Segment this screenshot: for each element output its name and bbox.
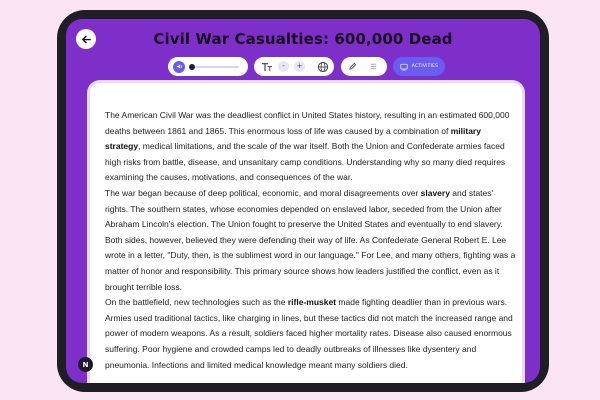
activities-icon — [400, 63, 408, 71]
vocab-slavery[interactable]: slavery — [420, 187, 450, 198]
paragraph-3-text: On the battlefield, new technologies such as the — [105, 297, 288, 308]
vocab-rifle-musket[interactable]: rifle-musket — [287, 297, 337, 308]
paragraph-3-text-cont: made fighting deadlier than in previous wars. Armies used traditional tactics, like charging in lines, but these tactics did not match the increased range and power of modern weapons. As a result, soldiers faced higher mortality rates. Disease also caused enormous suffering. Poor hygiene and crowded camps led to deadly outbreaks of illnesses like dysentery and pneumonia. Infections and limited medical knowledge meant many soldiers died. — [105, 297, 513, 370]
font-increase-button[interactable]: + — [294, 61, 305, 72]
font-decrease-button[interactable]: - — [278, 61, 289, 72]
paragraph-2-text-cont: and states' rights. The southern states, whose economies depended on enslaved labor, seceded from the Union after Abraham Lincoln's election. The Union fought to preserve the United States and eventually to end slavery. Both sides, however, believed they were defending their way of life. As Confederate General Robert E. Lee wrote in a letter, "Duty, then, is the sublimest word in our language." For Lee, and many others, fighting was a matter of honor and responsibility. This primary source shows how leaders justified the conflict, even as it brought terrible loss. — [105, 187, 516, 292]
article-text — [105, 108, 517, 373]
vocab-military-strategy[interactable]: military strategy — [105, 125, 481, 152]
page-title: Civil War Casualties: 600,000 Dead — [153, 30, 453, 48]
paragraph-1-text-cont: , medical limitations, and the scale of the war itself. Both the Union and Confederate armies faced high risks from battle, disease, and unsanitary camp conditions. Understanding why so many died requires examining the causes, motivations, and consequences of the war. — [105, 141, 506, 183]
toolbar — [66, 57, 540, 77]
activities-label: ACTIVITIES — [411, 64, 439, 69]
text-size-controls — [254, 57, 334, 76]
audio-progress-knob[interactable] — [189, 64, 195, 70]
list-icon[interactable] — [369, 62, 378, 71]
audio-progress-slider[interactable] — [191, 66, 239, 68]
paragraph-1-text: The American Civil War was the deadliest conflict in United States history, resulting in an estimated 600,000 deaths between 1861 and 1865. This enormous loss of life was caused by a combination of — [105, 110, 510, 136]
audio-player — [168, 57, 248, 76]
paragraph-2 — [105, 186, 517, 295]
n-badge[interactable]: N — [78, 357, 93, 372]
app-screen — [66, 19, 540, 383]
speaker-icon — [176, 63, 183, 70]
annotation-tools — [341, 57, 387, 76]
globe-icon[interactable] — [317, 61, 329, 73]
paragraph-1 — [105, 108, 517, 186]
text-size-icon — [261, 61, 273, 73]
audio-play-button[interactable] — [173, 61, 185, 73]
pencil-icon[interactable] — [348, 62, 357, 71]
activities-button[interactable] — [393, 57, 445, 76]
paragraph-2-text: The war began because of deep political, economic, and moral disagreements over — [105, 187, 421, 198]
paragraph-3 — [105, 295, 517, 373]
reading-content-card — [90, 83, 522, 383]
